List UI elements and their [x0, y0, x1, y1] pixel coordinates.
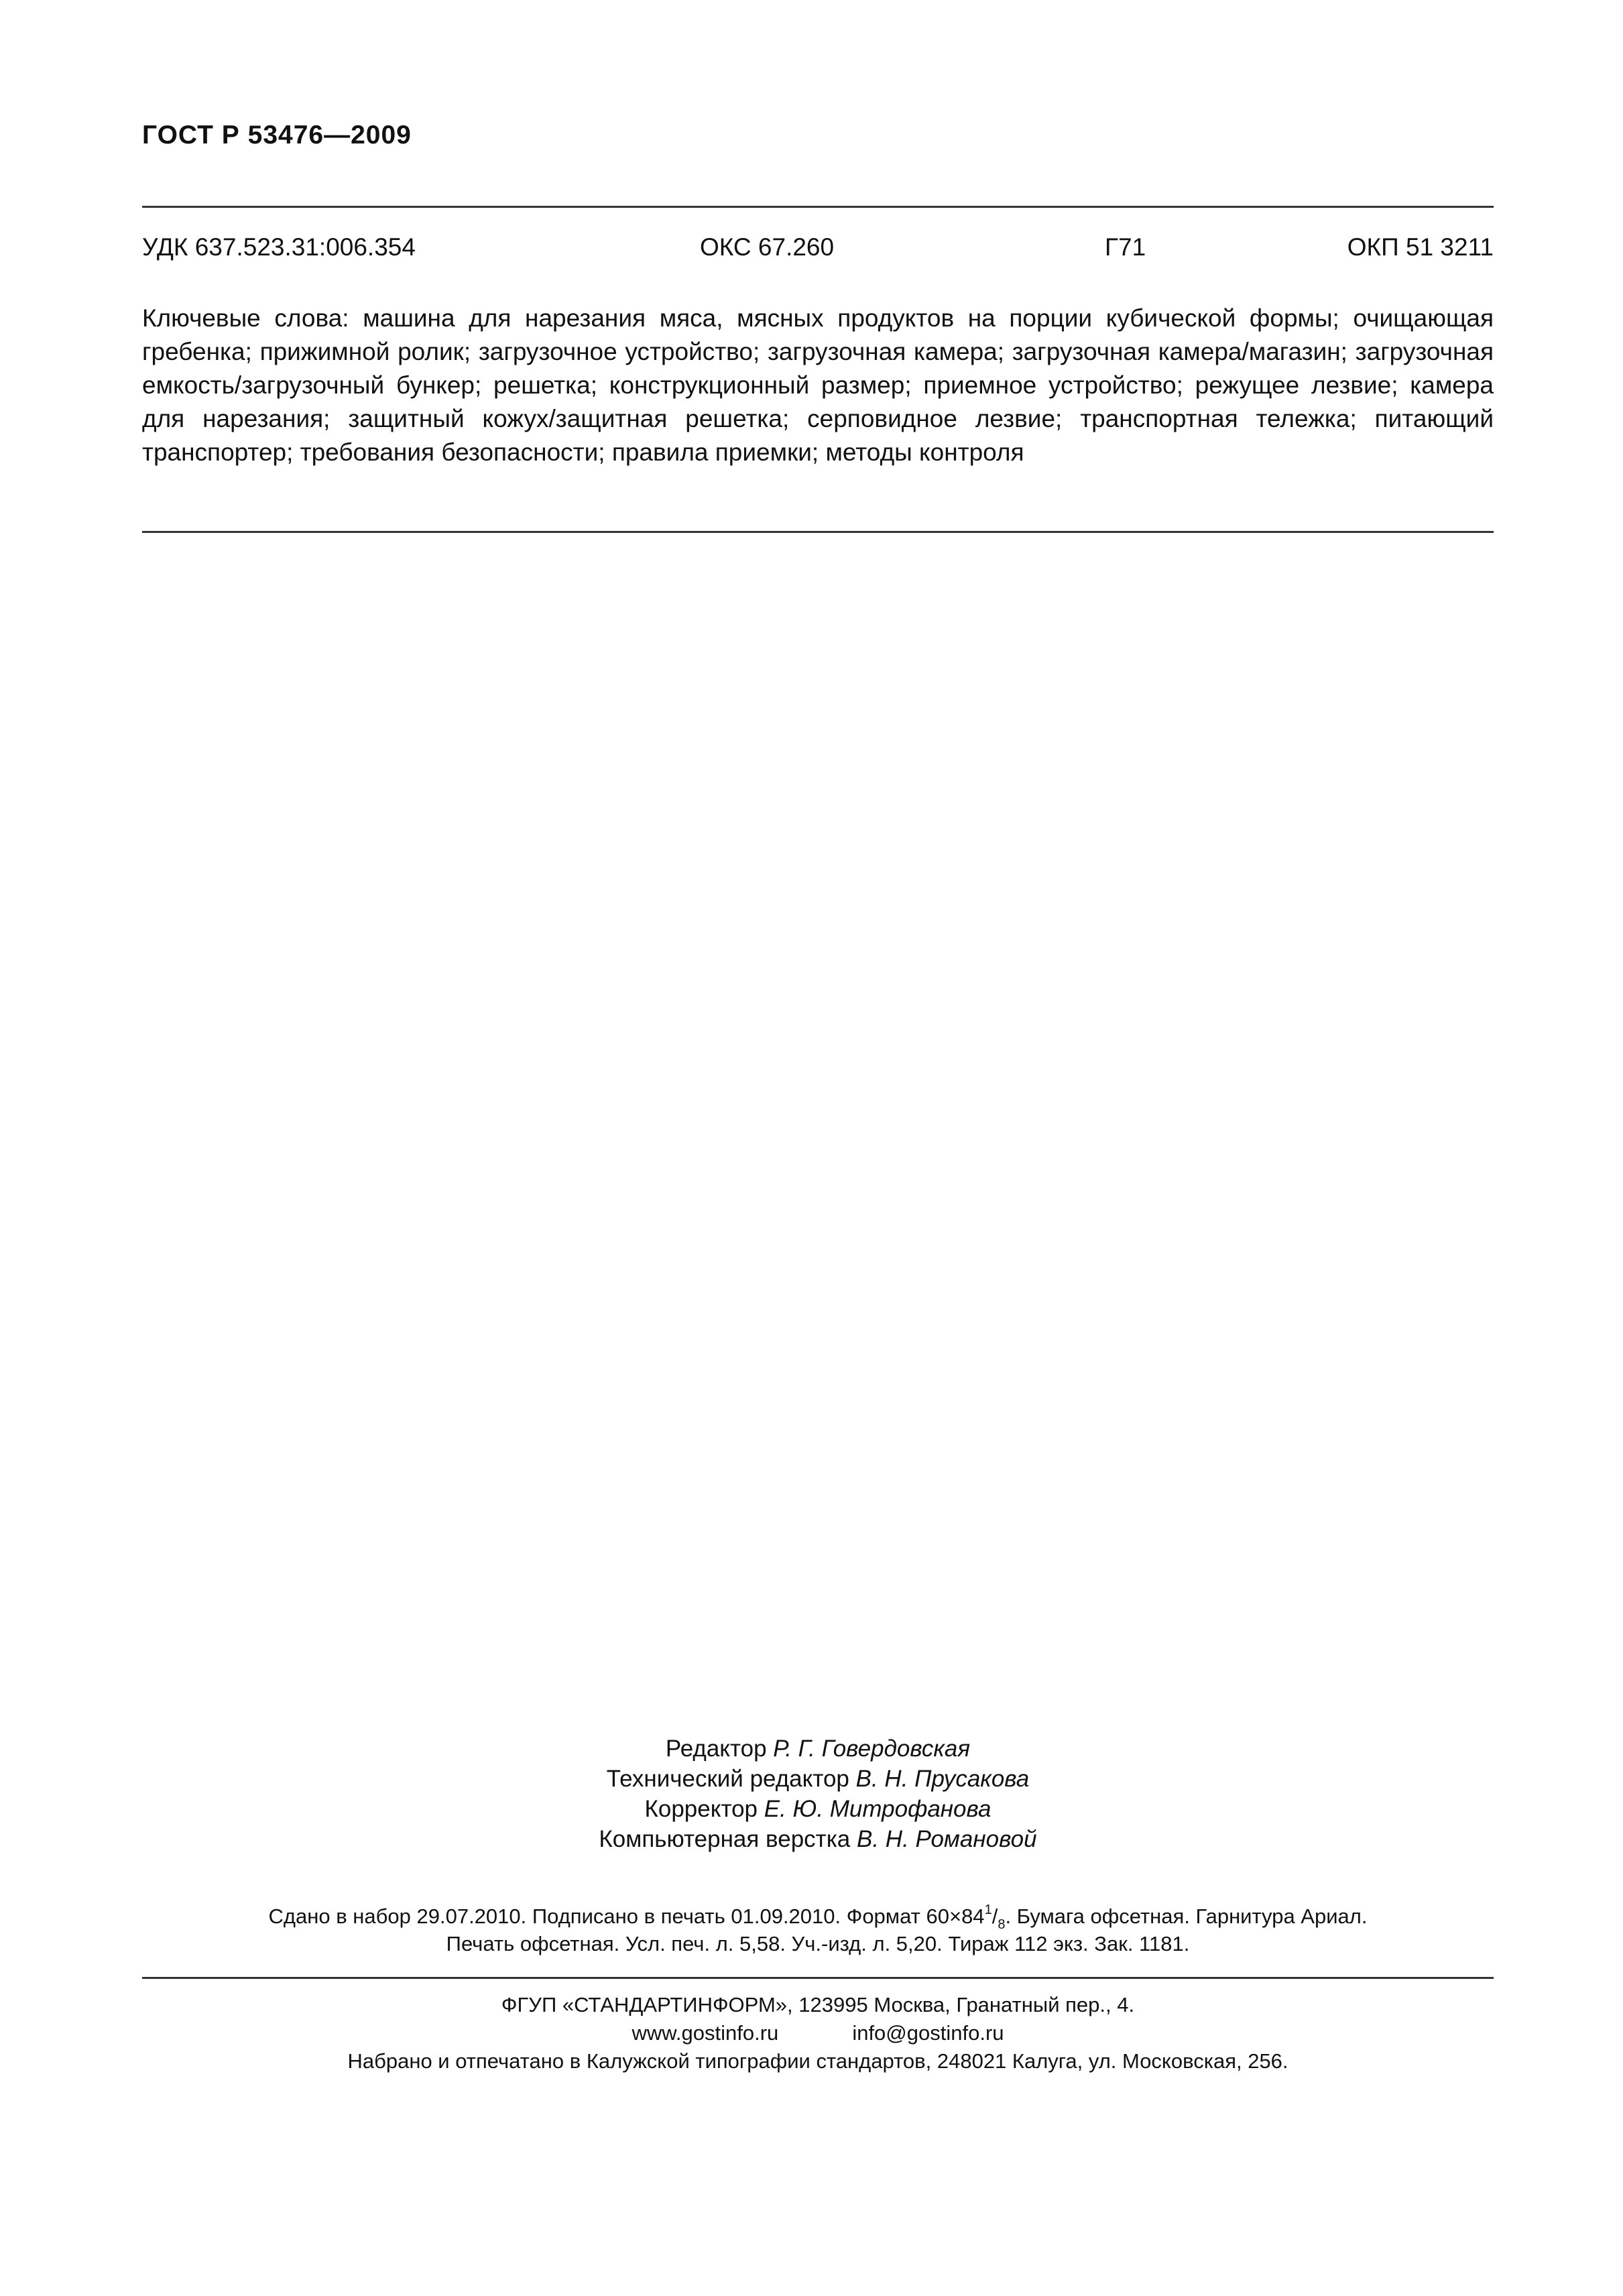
print-info-line-1: Сдано в набор 29.07.2010. Подписано в печать 01.09.2010. Формат $60\times 84^1/_8$. Бумага офсетная. Гарнитура Ариал. — [268, 1902, 1368, 1932]
credit-line-layout — [469, 1824, 1166, 1854]
print-info — [142, 1902, 1494, 1957]
publisher-contacts — [142, 2019, 1494, 2047]
keywords-paragraph: Ключевые слова: машина для нарезания мяса, мясных продуктов на порции кубической формы; очищающая гребенка; прижимной ролик; загрузочное устройство; загрузочная камера; загрузочная камера/магазин; загрузочная емкость/загрузочный бункер; решетка; конструкционный размер; приемное устройство; режущее лезвие; камера для нарезания; защитный кожух/защитная решетка; серповидное лезвие; транспортная тележка; питающий транспортер; требования безопасности; правила приемки; методы контроля — [142, 304, 1494, 466]
publisher-address: ФГУП «СТАНДАРТИНФОРМ», 123995 Москва, Гранатный пер., 4. — [501, 1993, 1135, 2016]
publisher-divider — [142, 1977, 1494, 1979]
credit-role: Корректор — [644, 1796, 758, 1822]
publisher-email-link[interactable]: info@gostinfo.ru — [852, 2021, 1004, 2045]
printing-house-info: Набрано и отпечатано в Калужской типографии стандартов, 248021 Калуга, ул. Московская, 256. — [347, 2049, 1288, 2073]
credit-name: Е. Ю. Митрофанова — [764, 1796, 991, 1822]
credit-name: Р. Г. Говердовская — [773, 1736, 971, 1762]
classification-row — [142, 233, 1494, 267]
credit-line-editor — [469, 1734, 1166, 1764]
format-superscript: 1 — [984, 1902, 992, 1917]
oks-code: ОКС 67.260 — [700, 233, 835, 261]
print-info-text: . Бумага офсетная. Гарнитура Ариал. — [1005, 1905, 1368, 1928]
format-subscript: 8 — [998, 1917, 1006, 1932]
keywords-divider — [142, 531, 1494, 533]
document-code: ГОСТ Р 53476—2009 — [142, 121, 412, 149]
publisher-website-link[interactable]: www.gostinfo.ru — [632, 2021, 779, 2045]
credit-name: В. Н. Прусакова — [855, 1766, 1030, 1792]
print-info-text: Сдано в набор 29.07.2010. Подписано в печать 01.09.2010. Формат 60×84 — [268, 1905, 985, 1928]
credit-name: В. Н. Романовой — [857, 1826, 1037, 1852]
udk-code: УДК 637.523.31:006.354 — [142, 233, 416, 261]
print-info-line-2: Печать офсетная. Усл. печ. л. 5,58. Уч.-изд. л. 5,20. Тираж 112 экз. Зак. 1181. — [446, 1932, 1190, 1955]
credit-role: Компьютерная верстка — [599, 1826, 851, 1852]
credit-line-proofreader — [469, 1794, 1166, 1824]
credit-line-tech-editor — [469, 1764, 1166, 1794]
credit-role: Технический редактор — [606, 1766, 849, 1792]
publisher-info — [142, 1991, 1494, 2075]
group-code: Г71 — [1105, 233, 1146, 261]
credit-role: Редактор — [665, 1736, 767, 1762]
okp-code: ОКП 51 3211 — [1347, 233, 1494, 261]
editorial-credits — [469, 1734, 1166, 1854]
top-divider — [142, 206, 1494, 208]
